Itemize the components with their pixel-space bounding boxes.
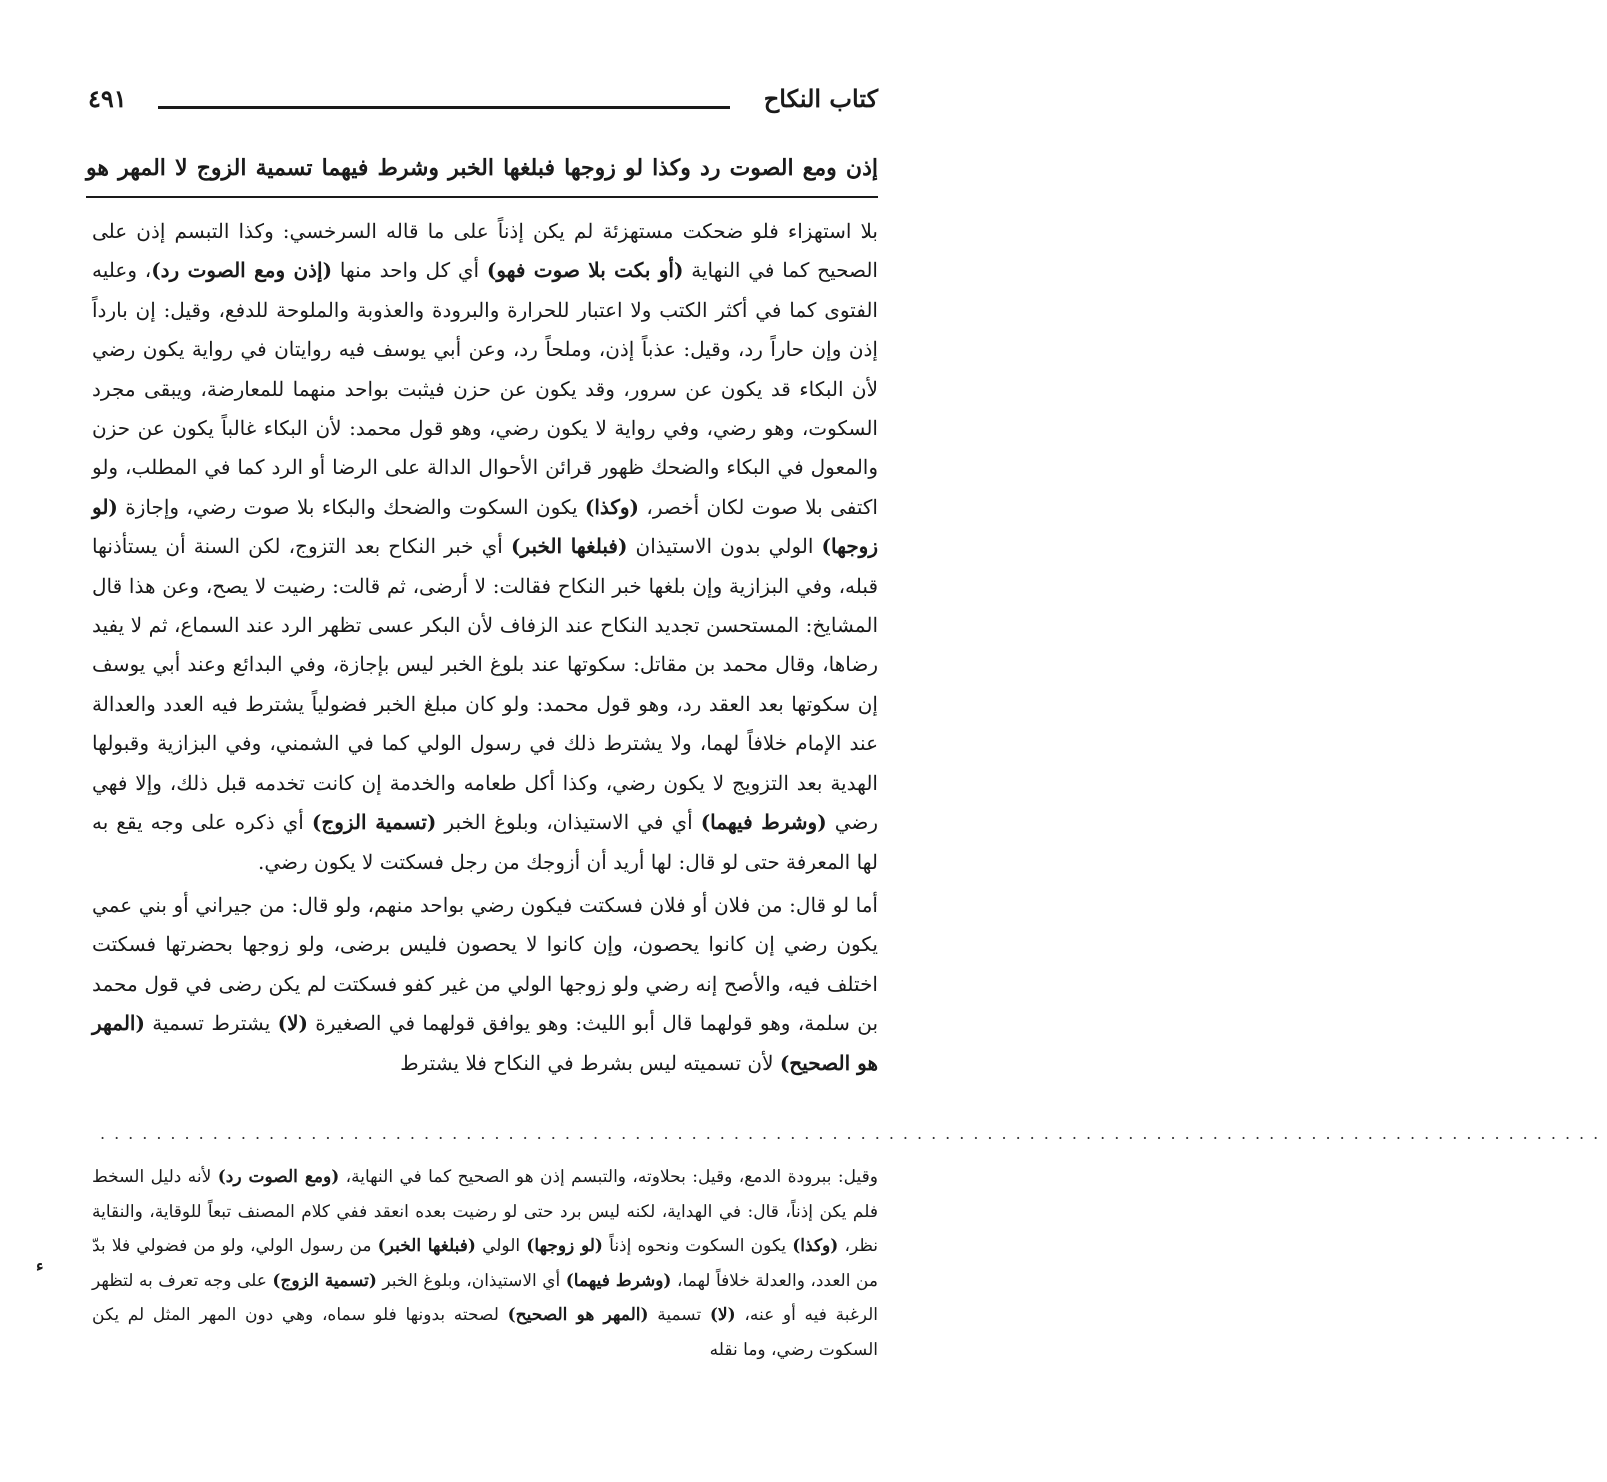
page-header [88, 84, 878, 124]
quoted-matn: (أو بكت بلا صوت فهو) [486, 258, 684, 283]
footnote-commentary [92, 1160, 878, 1367]
quoted-matn: (فبلغها الخبر) [377, 1236, 476, 1256]
quoted-matn: (المهر هو الصحيح) [92, 1011, 878, 1075]
quoted-matn: (فبلغها الخبر) [510, 534, 628, 559]
quoted-matn: (وكذا) [792, 1236, 839, 1256]
quoted-matn: (تسمية الزوج) [311, 810, 437, 835]
footnote-paragraph: وقيل: ببرودة الدمع، وقيل: بحلاوته، والتبسم إذن هو الصحيح كما في النهاية، (ومع الصوت رد) لأنه دليل السخط فلم يكن إذناً، قال: في الهداية، لكنه ليس برد حتى لو رضيت بعده انعقد ففي كلام المصنف تبعاً للوقاية، والنقاية نظر، (وكذا) يكون السكوت ونحوه إذناً (لو زوجها) الولي (فبلغها الخبر) من رسول الولي، ولو من فضولي فلا بدّ من العدد، والعدلة خلافاً لهما، (وشرط فيهما) أي الاستيذان، وبلوغ الخبر (تسمية الزوج) على وجه تعرف به لتظهر الرغبة فيه أو عنه، (لا) تسمية (المهر هو الصحيح) لصحته بدونها فلو سماه، وهي دون المهر المثل لم يكن السكوت رضي، وما نقله [92, 1167, 879, 1360]
quoted-matn: (وشرط فيهما) [565, 1270, 672, 1291]
matn-text: إذن ومع الصوت رد وكذا لو زوجها فبلغها الخبر وشرط فيهما تسمية الزوج لا المهر هو [86, 155, 878, 181]
quoted-matn: (لا) [277, 1011, 308, 1036]
quoted-matn: (ومع الصوت رد) [217, 1167, 340, 1187]
quoted-matn: (المهر هو الصحيح) [507, 1305, 649, 1325]
matn-divider [86, 196, 878, 198]
quoted-matn: (لو زوجها) [92, 494, 879, 559]
book-title: كتاب النكاح [763, 84, 878, 113]
header-rule [158, 106, 730, 109]
quoted-matn: (إذن ومع الصوت رد) [151, 258, 333, 283]
commentary [92, 212, 878, 1083]
page-number: ٤٩١ [88, 84, 127, 113]
quoted-matn: (تسمية الزوج) [272, 1270, 377, 1291]
commentary-paragraph: أما لو قال: من فلان أو فلان فسكتت فيكون رضي بواحد منهم، ولو قال: من جيراني أو بني عمي يكون رضي إن كانوا يحصون، وإن كانوا لا يحصون فليس برضى، ولو زوجها بحضرتها فسكتت اختلف فيه، والأصح إنه رضي ولو زوجها الولي من غير كفو فسكتت لم يكن رضى في قول محمد بن سلمة، وهو قولهما قال أبو الليث: وهو يوافق قولهما في الصغيرة (لا) يشترط تسمية (المهر هو الصحيح) لأن تسميته ليس بشرط في النكاح فلا يشترط [92, 892, 879, 1075]
commentary-paragraph: بلا استهزاء فلو ضحكت مستهزئة لم يكن إذناً على ما قاله السرخسي: وكذا التبسم إذن على الصحيح كما في النهاية (أو بكت بلا صوت فهو) أي كل واحد منها (إذن ومع الصوت رد)، وعليه الفتوى كما في أكثر الكتب ولا اعتبار للحرارة والبرودة والعذوبة والملوحة للدفع، وقيل: إن بارداً إذن وإن حاراً رد، وقيل: عذباً إذن، وملحاً رد، وعن أبي يوسف فيه روايتان في رواية يكون رضي لأن البكاء قد يكون عن سرور، وقد يكون عن حزن فيثبت بواحد منهما للمعارضة، ويبقى مجرد السكوت، وهو رضي، وفي رواية لا يكون رضي، وهو قول محمد: لأن البكاء غالباً يكون عن حزن والمعول في البكاء والضحك ظهور قرائن الأحوال الدالة على الرضا أو الرد كما في المطلب، ولو اكتفى بلا صوت لكان أخصر، (وكذا) يكون السكوت والضحك والبكاء بلا صوت رضي، وإجازة (لو زوجها) الولي بدون الاستيذان (فبلغها الخبر) أي خبر النكاح بعد التزوج، لكن السنة أن يستأذنها قبله، وفي البزازية وإن بلغها خبر النكاح فقالت: لا أرضى، ثم قالت: رضيت لا يصح، وعن هذا قال المشايخ: المستحسن تجديد النكاح عند الزفاف لأن البكر عسى تظهر الرد عند السماع، ثم لا يفيد رضاها، وقال محمد بن مقاتل: سكوتها عند بلوغ الخبر ليس بإجازة، وفي البدائع وعند أبي يوسف إن سكوتها بعد العقد رد، وهو قول محمد: ولو كان مبلغ الخبر فضولياً يشترط فيه العدد والعدالة عند الإمام خلافاً لهما، ولا يشترط ذلك في رسول الولي كما في الشمني، وفي البزازية وقبولها الهدية بعد التزويج لا يكون رضي، وكذا أكل طعامه والخدمة إن كانت تخدمه قبل ذلك، وإلا فهي رضي (وشرط فيهما) أي في الاستيذان، وبلوغ الخبر (تسمية الزوج) أي ذكره على وجه يقع به لها المعرفة حتى لو قال: لها أريد أن أزوجك من رجل فسكتت لا يكون رضي. [92, 219, 879, 874]
quoted-matn: (وكذا) [584, 494, 640, 519]
margin-mark: ء [36, 1256, 44, 1275]
quoted-matn: (لا) [709, 1305, 736, 1325]
dotted-separator: ........................................................................................................... [100, 1124, 1607, 1143]
quoted-matn: (وشرط فيهما) [700, 810, 827, 835]
quoted-matn: (لو زوجها) [526, 1236, 603, 1256]
